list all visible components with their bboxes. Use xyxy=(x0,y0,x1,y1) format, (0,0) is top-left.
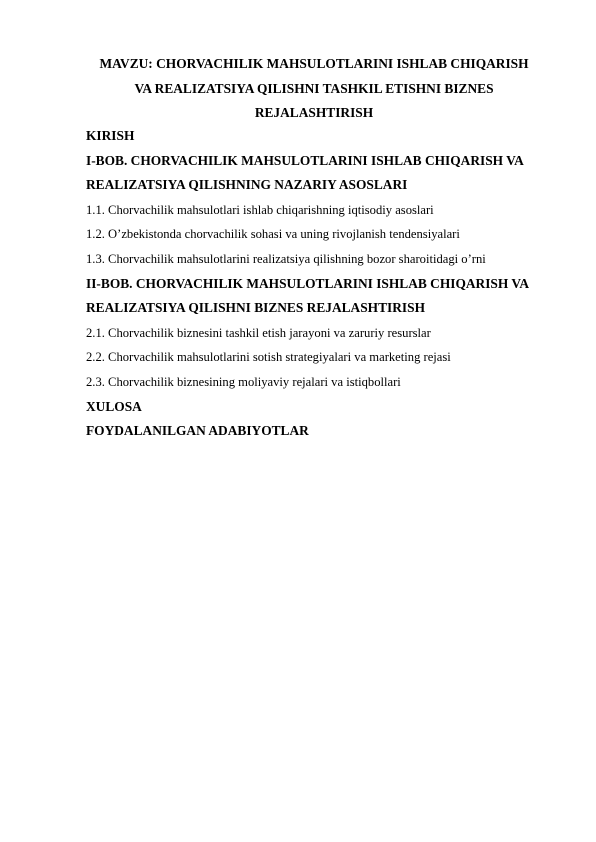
toc-section-2-1: 2.1. Chorvachilik biznesini tashkil etish jarayoni va zaruriy resurslar xyxy=(86,325,431,340)
toc-section-1-1: 1.1. Chorvachilik mahsulotlari ishlab chiqarishning iqtisodiy asoslari xyxy=(86,202,434,217)
title-line-1: MAVZU: CHORVACHILIK MAHSULOTLARINI ISHLAB CHIQARISH xyxy=(99,56,529,71)
toc-intro: KIRISH xyxy=(86,128,135,143)
toc-section-1-3: 1.3. Chorvachilik mahsulotlarini realizatsiya qilishning bozor sharoitidagi o’rni xyxy=(86,251,486,266)
toc-section-1-2: 1.2. O’zbekistonda chorvachilik sohasi va uning rivojlanish tendensiyalari xyxy=(86,227,460,242)
toc-section-2-2: 2.2. Chorvachilik mahsulotlarini sotish strategiyalari va marketing rejasi xyxy=(86,350,451,365)
title-line-3: REJALASHTIRISH xyxy=(254,105,374,120)
toc-section-2-3: 2.3. Chorvachilik biznesining moliyaviy rejalari va istiqbollari xyxy=(86,374,401,389)
toc-conclusion: XULOSA xyxy=(86,398,142,414)
title-line-2: VA REALIZATSIYA QILISHNI TASHKIL ETISHNI BIZNES xyxy=(134,80,494,96)
toc-chapter-1-heading-line-1: I-BOB. CHORVACHILIK MAHSULOTLARINI ISHLAB CHIQARISH VA xyxy=(86,152,524,168)
table-of-contents xyxy=(86,124,556,444)
toc-chapter-1-heading-line-2: REALIZATSIYA QILISHNING NAZARIY ASOSLARI xyxy=(86,177,408,193)
toc-references: FOYDALANILGAN ADABIYOTLAR xyxy=(86,423,309,439)
document-title xyxy=(80,52,548,126)
toc-chapter-2-heading-line-2: REALIZATSIYA QILISHNI BIZNES REJALASHTIRISH xyxy=(86,300,425,316)
toc-chapter-2-heading-line-1: II-BOB. CHORVACHILIK MAHSULOTLARINI ISHLAB CHIQARISH VA xyxy=(86,275,530,291)
